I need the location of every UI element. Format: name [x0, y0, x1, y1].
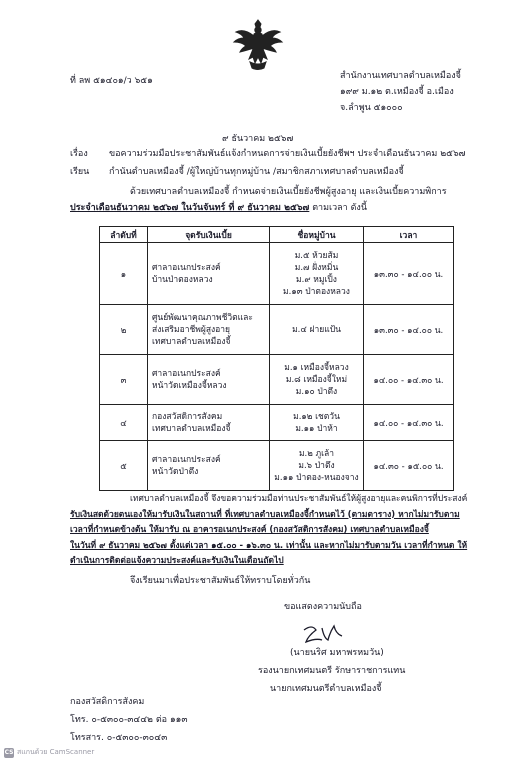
- pickup-place-line: ส่งเสริมอาชีพผู้สูงอายุ: [152, 324, 231, 335]
- office-address-line2: จ.ลำพูน ๕๑๐๐๐: [340, 103, 403, 113]
- scanner-watermark: [4, 747, 94, 758]
- row-number: ๔: [100, 405, 148, 441]
- document-date: ๙ ธันวาคม ๒๕๖๗: [222, 134, 294, 144]
- pickup-place: [148, 305, 270, 355]
- closing-salutation: ขอแสดงความนับถือ: [284, 602, 362, 612]
- pickup-place-line: ศูนย์พัฒนาคุณภาพชีวิตและ: [152, 312, 253, 323]
- villages: [270, 305, 364, 355]
- body-line-emphasis: รับเงินสดด้วยตนเองให้มารับเงินในสถานที่ ที่เทศบาลตำบลเหมืองจี้กำหนดไว้ (ตามตาราง) หากไม่มารับตาม: [70, 509, 460, 520]
- village-name: ม.๑๑ ป่าตอง-หนองจาง: [274, 472, 359, 483]
- pickup-time: ๑๓.๓๐ - ๑๔.๐๐ น.: [364, 243, 454, 305]
- village-name: ม.๑ เหมืองจี้หลวง: [284, 362, 349, 373]
- village-name: ม.๔ ฝายแป้น: [292, 324, 341, 335]
- contact-division: กองสวัสดิการสังคม: [70, 697, 145, 707]
- header-cell-village: ชื่อหมู่บ้าน: [270, 227, 364, 243]
- header-cell-no: ลำดับที่: [100, 227, 148, 243]
- pickup-time: ๑๓.๓๐ - ๑๔.๐๐ น.: [364, 305, 454, 355]
- document-number: ที่ ลพ ๕๑๔๐๑/ว ๖๕๑: [70, 76, 153, 86]
- scanner-label: สแกนด้วย CamScanner: [17, 748, 95, 756]
- closing-paragraph: จึงเรียนมาเพื่อประชาสัมพันธ์ให้ทราบโดยทั่วกัน: [130, 576, 311, 586]
- subject-label: เรื่อง: [70, 149, 88, 159]
- villages: [270, 355, 364, 405]
- village-name: ม.๗ ฝั่งหมิ่น: [294, 262, 339, 273]
- pickup-place: [148, 355, 270, 405]
- intro-line2: [70, 202, 367, 214]
- intro-line1: ด้วยเทศบาลตำบลเหมืองจี้ กำหนดจ่ายเงินเบี้ยยังชีพผู้สูงอายุ และเงินเบี้ยความพิการ: [130, 187, 447, 197]
- camscanner-logo-icon: CS: [4, 748, 14, 756]
- office-name: สำนักงานเทศบาลตำบลเหมืองจี้: [340, 71, 461, 81]
- pickup-place-line: ศาลาอเนกประสงค์: [152, 368, 221, 379]
- village-name: ม.๑๑ ป่าห้า: [295, 423, 338, 434]
- pickup-place-line: บ้านป่าตองหลวง: [152, 274, 213, 285]
- garuda-emblem-icon: [232, 16, 284, 74]
- body-line-emphasis: ดำเนินการติดต่อแจ้งความประสงค์และรับเงินในเดือนถัดไป: [70, 556, 284, 566]
- row-number: ๓: [100, 355, 148, 405]
- signer-name: (นายนริศ มหาพรหมวัน): [290, 648, 384, 658]
- body-line: เทศบาลตำบลเหมืองจี้ จึงขอความร่วมมือท่านประชาสัมพันธ์ให้ผู้สูงอายุและคนพิการที่ประสงค์: [130, 494, 468, 504]
- body-line-emphasis: เวลาที่กำหนดข้างต้น ให้มารับ ณ อาคารอเนกประสงค์ (กองสวัสดิการสังคม) เทศบาลตำบลเหมืองจี้: [70, 525, 429, 535]
- village-name: ม.๑๐ ป่าตึง: [295, 386, 338, 397]
- pickup-place-line: ศาลาอเนกประสงค์: [152, 262, 221, 273]
- pickup-place-line: ศาลาอเนกประสงค์: [152, 454, 221, 465]
- villages: [270, 405, 364, 441]
- subject-text: ขอความร่วมมือประชาสัมพันธ์แจ้งกำหนดการจ่ายเงินเบี้ยยังชีพฯ ประจำเดือนธันวาคม ๒๕๖๗: [109, 149, 466, 159]
- office-address-line1: ๑๙๙ ม.๑๒ ต.เหมืองจี้ อ.เมือง: [340, 87, 454, 97]
- table-row: [100, 243, 454, 305]
- pickup-place-line: เทศบาลตำบลเหมืองจี้: [152, 423, 231, 434]
- villages: [270, 243, 364, 305]
- pickup-time: ๑๔.๐๐ - ๑๔.๓๐ น.: [364, 355, 454, 405]
- header-cell-time: เวลา: [364, 227, 454, 243]
- table-row: [100, 405, 454, 441]
- table-row: [100, 441, 454, 491]
- signer-title-line2: นายกเทศมนตรีตำบลเหมืองจี้: [270, 684, 382, 694]
- village-name: ม.๕ ห้วยส้ม: [294, 250, 339, 261]
- table-header-row: [100, 227, 454, 243]
- pickup-place: [148, 243, 270, 305]
- row-number: ๕: [100, 441, 148, 491]
- pickup-place-line: เทศบาลตำบลเหมืองจี้: [152, 336, 231, 347]
- intro-line2-rest: ตามเวลา ดังนี้: [309, 203, 367, 213]
- contact-fax: โทรสาร. ๐-๕๓๐๐-๓๐๔๓: [70, 733, 168, 743]
- pickup-place-line: หน้าวัดเหมืองจี้หลวง: [152, 380, 227, 391]
- header-cell-place: จุดรับเงินเบี้ย: [148, 227, 270, 243]
- body-paragraph: [70, 492, 490, 570]
- row-number: ๑: [100, 243, 148, 305]
- pickup-place: [148, 405, 270, 441]
- signer-title-line1: รองนายกเทศมนตรี รักษาราชการแทน: [258, 666, 406, 676]
- village-name: ม.๒ ภูเล้า: [298, 448, 335, 459]
- body-line-emphasis: ในวันที่ ๙ ธันวาคม ๒๕๖๗ ตั้งแต่เวลา ๑๕.๐๐ - ๑๖.๓๐ น. เท่านั้น และหากไม่มารับตามวัน เวลาที่กำหนด ให้: [70, 540, 468, 551]
- pickup-time: ๑๔.๐๐ - ๑๔.๓๐ น.: [364, 405, 454, 441]
- pickup-place-line: หน้าวัดป่าตึง: [152, 466, 199, 477]
- table-row: [100, 355, 454, 405]
- table-row: [100, 305, 454, 355]
- pickup-time: ๑๔.๓๐ - ๑๕.๐๐ น.: [364, 441, 454, 491]
- handwritten-signature-icon: [300, 622, 344, 646]
- village-name: ม.๖ ป่าตึง: [298, 460, 335, 471]
- contact-phone: โทร. ๐-๕๓๐๐-๓๔๔๒ ต่อ ๑๑๓: [70, 715, 188, 725]
- recipient-label: เรียน: [70, 167, 90, 177]
- pickup-place-line: กองสวัสดิการสังคม: [152, 411, 223, 422]
- village-name: ม.๙ หมูเปิ้ง: [296, 274, 337, 285]
- distribution-schedule-table: [99, 226, 454, 491]
- village-name: ม.๑๒ เชตวัน: [293, 411, 340, 422]
- village-name: ม.๘ เหมืองจี้ใหม่: [285, 374, 348, 385]
- villages: [270, 441, 364, 491]
- pickup-place: [148, 441, 270, 491]
- row-number: ๒: [100, 305, 148, 355]
- intro-date-emphasis: ประจำเดือนธันวาคม ๒๕๖๗ ในวันจันทร์ ที่ ๙ ธันวาคม ๒๕๖๗: [70, 203, 310, 213]
- village-name: ม.๑๓ ป่าตองหลวง: [283, 286, 350, 297]
- recipient-text: กำนันตำบลเหมืองจี้ /ผู้ใหญ่บ้านทุกหมู่บ้าน /สมาชิกสภาเทศบาลตำบลเหมืองจี้: [109, 167, 404, 177]
